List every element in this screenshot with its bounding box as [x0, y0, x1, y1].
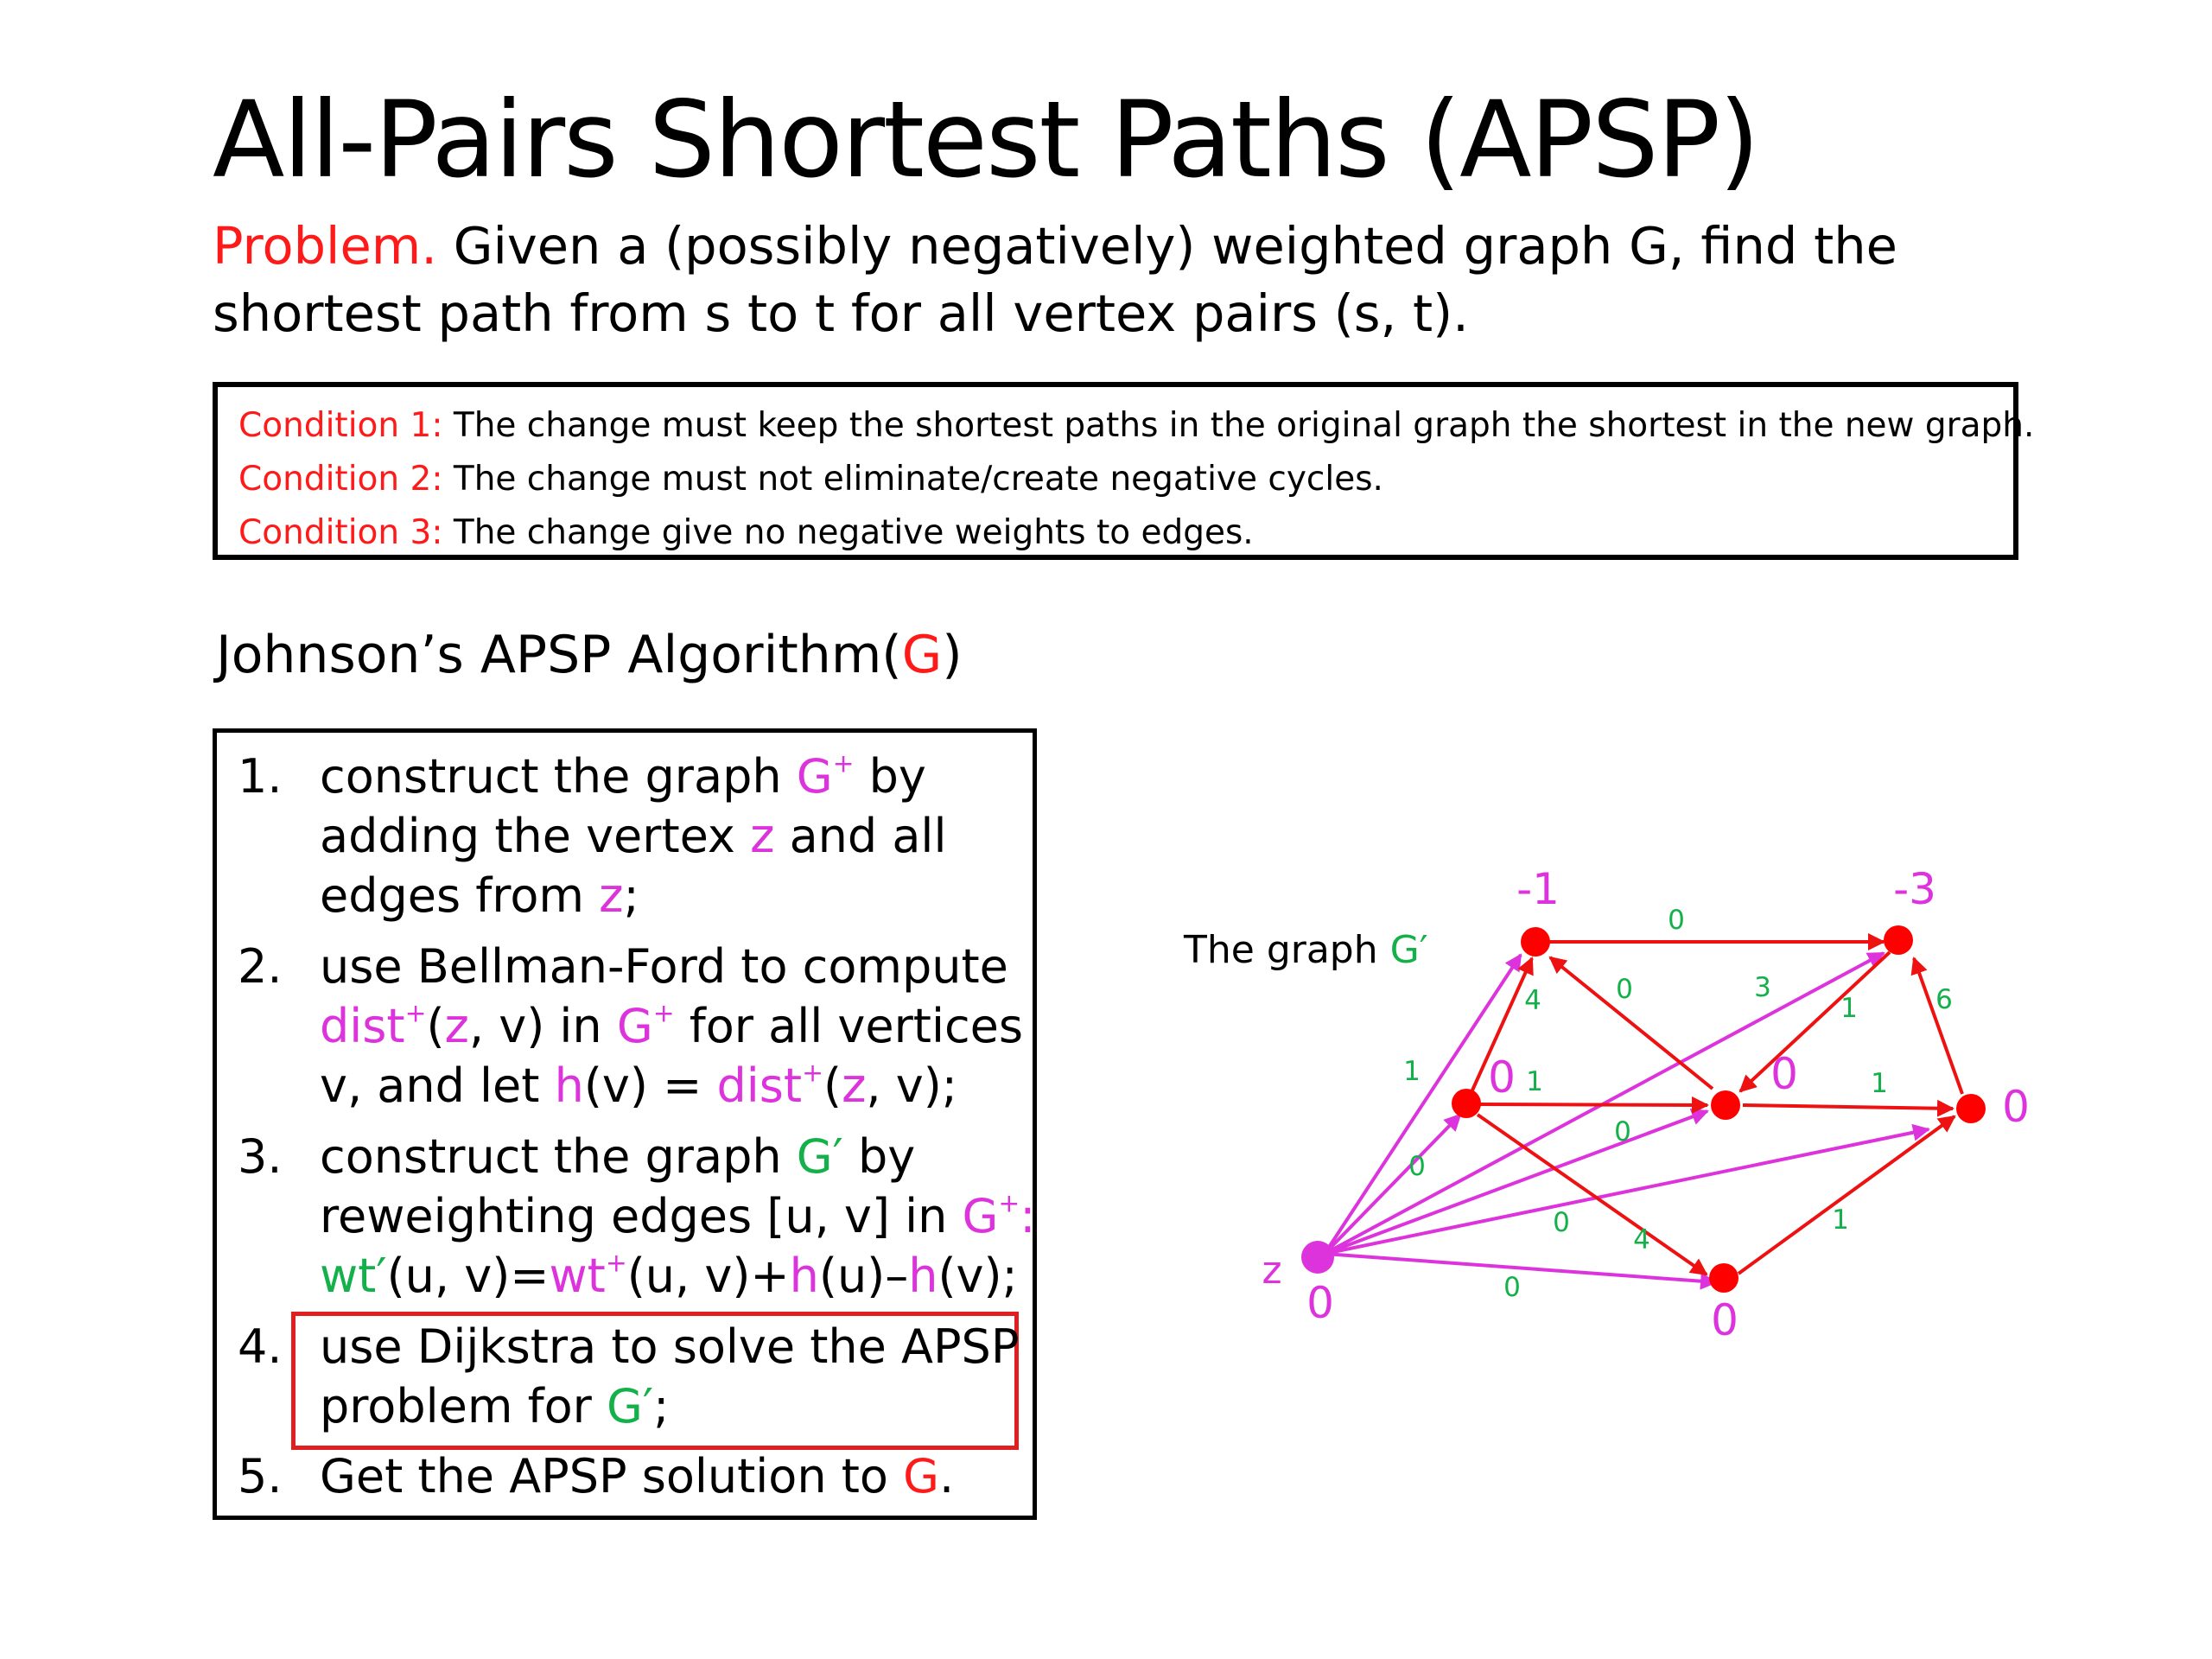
text-fragment: G — [796, 749, 833, 804]
potential-z: 0 — [1306, 1278, 1334, 1328]
superscript: + — [802, 1058, 823, 1089]
text-fragment: by — [854, 749, 926, 804]
problem-line-1: Given a (possibly negatively) weighted graph G, find the — [453, 216, 1897, 276]
text-fragment: (v); — [938, 1249, 1018, 1303]
g-plus — [617, 999, 675, 1053]
text-fragment: v, and let — [320, 1058, 555, 1113]
algorithm-steps-box — [213, 728, 1037, 1520]
superscript: + — [998, 1188, 1020, 1219]
weight-z-a: 1 — [1403, 1056, 1421, 1087]
step-number: 5. — [238, 1449, 283, 1503]
conditions-box — [213, 382, 2035, 560]
condition-text: The change must keep the shortest paths in the original graph the shortest in the new graph. — [453, 406, 2035, 445]
text-fragment: , v) in — [468, 999, 617, 1053]
condition-text: The change must not eliminate/create negative cycles. — [453, 460, 1383, 499]
text-fragment: G — [616, 999, 653, 1053]
text-fragment: , v); — [866, 1058, 957, 1113]
algorithm-title-param: G — [901, 625, 943, 685]
text-fragment: (u, v)= — [386, 1249, 550, 1303]
g-prime: G′ — [796, 1129, 843, 1184]
dist-plus — [320, 999, 426, 1053]
text-fragment: problem for — [320, 1379, 607, 1433]
g-symbol: G — [903, 1449, 939, 1503]
text-fragment: by — [842, 1129, 916, 1184]
z-symbol: z — [444, 999, 469, 1053]
condition-3 — [238, 506, 2013, 560]
page-title: All-Pairs Shortest Paths (APSP) — [213, 79, 1758, 201]
potential-b: -3 — [1893, 864, 1936, 914]
vertex-b — [1884, 925, 1913, 955]
step-number: 2. — [238, 939, 283, 994]
weight-c-f: 4 — [1633, 1224, 1650, 1255]
weight-d-b: 3 — [1754, 972, 1771, 1003]
step-text — [320, 1317, 1037, 1436]
z-symbol: z — [599, 868, 624, 923]
step-text — [320, 747, 1037, 925]
text-fragment: ; — [653, 1379, 670, 1433]
edge-c-d — [1479, 1104, 1707, 1105]
condition-label: Condition 2: — [238, 460, 443, 499]
text-fragment: ; — [623, 868, 639, 923]
graph-label-prefix: The graph — [1184, 928, 1390, 972]
text-fragment: dist — [716, 1058, 803, 1113]
text-fragment: dist — [320, 999, 405, 1053]
text-fragment: use Dijkstra to solve the APSP — [320, 1319, 1020, 1374]
wt-prime: wt′ — [320, 1249, 387, 1303]
weight-a-b: 0 — [1668, 905, 1685, 936]
weight-z-d: 0 — [1614, 1116, 1631, 1147]
g-plus — [962, 1189, 1020, 1243]
wt-plus — [550, 1249, 627, 1303]
text-fragment: G — [962, 1189, 999, 1243]
edge-f-e — [1738, 1116, 1955, 1274]
text-fragment: ( — [426, 999, 445, 1053]
weight-f-e: 1 — [1832, 1205, 1849, 1236]
vertex-d — [1711, 1090, 1740, 1120]
graph-label — [1183, 928, 1428, 972]
potential-c: 0 — [1488, 1052, 1516, 1103]
algorithm-title-prefix: Johnson’s APSP Algorithm( — [216, 625, 902, 685]
superscript: + — [605, 1248, 627, 1279]
z-symbol: z — [842, 1058, 867, 1113]
algorithm-title — [216, 620, 963, 690]
dist-plus — [717, 1058, 823, 1113]
potential-f: 0 — [1711, 1295, 1738, 1345]
text-fragment: construct the graph — [320, 749, 797, 804]
weight-c-a: 4 — [1524, 985, 1541, 1016]
potential-e: 0 — [2002, 1082, 2030, 1132]
text-fragment: use Bellman-Ford to compute — [320, 939, 1008, 994]
step-text — [320, 1127, 1037, 1306]
vertex-e — [1956, 1094, 1986, 1123]
weight-b-d: 1 — [1840, 993, 1858, 1024]
text-fragment: . — [938, 1449, 955, 1503]
edge-c-f — [1478, 1115, 1707, 1274]
problem-statement — [213, 213, 2113, 347]
text-fragment: (u)– — [818, 1249, 909, 1303]
h-symbol: h — [554, 1058, 584, 1113]
superscript: + — [652, 998, 675, 1029]
graph-diagram — [1123, 830, 2074, 1382]
step-text — [320, 937, 1037, 1116]
text-fragment: for all vertices — [674, 999, 1024, 1053]
weight-z-b: 0 — [1553, 1207, 1570, 1238]
step-number: 1. — [238, 749, 283, 804]
weight-c-d: 1 — [1526, 1066, 1543, 1097]
step-number: 4. — [238, 1319, 283, 1374]
condition-label: Condition 1: — [238, 406, 443, 445]
vertex-a — [1521, 927, 1550, 957]
graph-label-name: G′ — [1389, 928, 1428, 972]
problem-label: Problem. — [213, 216, 437, 276]
edge-z-c — [1325, 1115, 1460, 1254]
text-fragment: Get the APSP solution to — [320, 1449, 904, 1503]
h-symbol: h — [789, 1249, 819, 1303]
text-fragment: ( — [823, 1058, 842, 1113]
condition-1 — [238, 399, 2035, 453]
text-fragment: (u, v)+ — [626, 1249, 790, 1303]
vertex-f — [1709, 1263, 1738, 1293]
algorithm-title-suffix: ) — [942, 625, 963, 685]
problem-line-2: shortest path from s to t for all vertex pairs (s, t). — [213, 283, 1469, 343]
g-plus — [797, 749, 855, 804]
text-fragment: adding the vertex — [320, 809, 751, 863]
text-fragment: edges from — [320, 868, 600, 923]
condition-label: Condition 3: — [238, 513, 443, 552]
text-fragment: construct the graph — [320, 1129, 797, 1184]
potential-d: 0 — [1770, 1049, 1798, 1099]
text-fragment: wt — [549, 1249, 606, 1303]
z-symbol: z — [750, 809, 775, 863]
weight-z-c: 0 — [1408, 1151, 1426, 1182]
g-prime: G′ — [607, 1379, 654, 1433]
text-fragment: (v) = — [583, 1058, 717, 1113]
superscript: + — [832, 748, 855, 779]
edge-d-e — [1743, 1105, 1953, 1109]
text-fragment: and all — [774, 809, 947, 863]
z-vertex-label: z — [1262, 1249, 1282, 1293]
weight-d-a: 0 — [1616, 974, 1633, 1005]
weight-z-f: 0 — [1503, 1272, 1521, 1303]
condition-text: The change give no negative weights to edges. — [453, 513, 1254, 552]
h-symbol: h — [908, 1249, 938, 1303]
vertex-z — [1301, 1241, 1334, 1274]
weight-d-e: 1 — [1871, 1068, 1888, 1099]
step-text — [320, 1446, 1037, 1506]
potential-a: -1 — [1516, 864, 1560, 914]
step-number: 3. — [238, 1129, 283, 1184]
weight-e-b: 6 — [1936, 984, 1953, 1015]
edge-e-b — [1914, 958, 1962, 1094]
superscript: + — [404, 998, 427, 1029]
condition-2 — [238, 453, 2013, 506]
vertex-c — [1452, 1089, 1481, 1118]
text-fragment: : — [1020, 1189, 1036, 1243]
text-fragment: reweighting edges [u, v] in — [320, 1189, 963, 1243]
